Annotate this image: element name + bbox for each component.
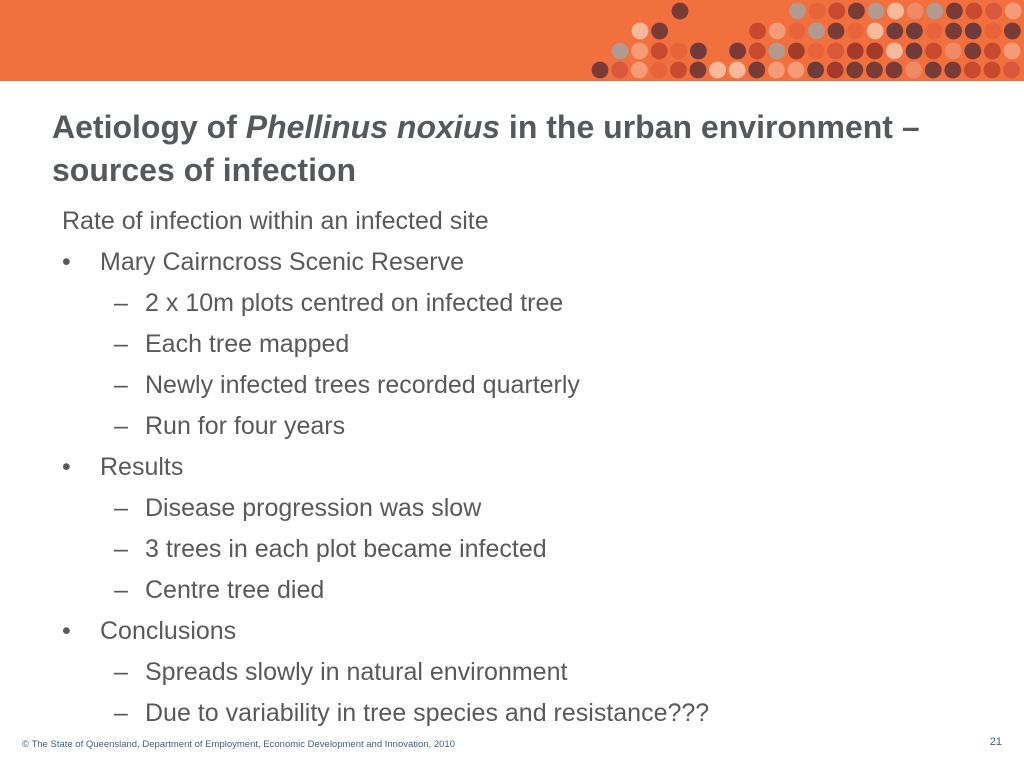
decorative-dot bbox=[729, 43, 746, 60]
decorative-dot bbox=[827, 43, 844, 60]
decorative-dot bbox=[592, 62, 609, 79]
decorative-dot bbox=[670, 43, 687, 60]
decorative-dot bbox=[926, 23, 943, 40]
decorative-dot bbox=[867, 23, 884, 40]
decorative-dot bbox=[866, 62, 883, 79]
bullet-item bbox=[62, 447, 962, 488]
decorative-dot bbox=[846, 62, 863, 79]
decorative-dot bbox=[749, 23, 766, 40]
decorative-dot bbox=[651, 23, 668, 40]
bullet-icon: • bbox=[62, 453, 71, 481]
dash-icon: – bbox=[114, 330, 128, 358]
decorative-dot bbox=[964, 62, 981, 79]
decorative-dot bbox=[789, 3, 806, 20]
decorative-dot bbox=[906, 43, 923, 60]
decorative-dot bbox=[966, 3, 983, 20]
decorative-dot bbox=[866, 43, 883, 60]
bullet-text: Mary Cairncross Scenic Reserve bbox=[100, 248, 464, 276]
sub-item bbox=[62, 693, 962, 734]
decorative-dot bbox=[788, 43, 805, 60]
decorative-dot bbox=[631, 43, 648, 60]
sub-item-text: 3 trees in each plot became infected bbox=[145, 535, 547, 563]
decorative-dot bbox=[964, 43, 981, 60]
dot-pattern-decoration bbox=[0, 0, 1024, 81]
sub-item bbox=[62, 652, 962, 693]
decorative-dot bbox=[807, 62, 824, 79]
decorative-dot bbox=[709, 62, 726, 79]
sub-item-text: Run for four years bbox=[145, 412, 346, 440]
decorative-dot bbox=[965, 23, 982, 40]
sub-item bbox=[62, 406, 962, 447]
decorative-dot bbox=[809, 3, 826, 20]
decorative-dot bbox=[985, 3, 1002, 20]
decorative-dot bbox=[906, 23, 923, 40]
decorative-dot bbox=[946, 3, 963, 20]
decorative-dot bbox=[672, 3, 689, 20]
sub-item-text: Newly infected trees recorded quarterly bbox=[145, 371, 580, 399]
dash-icon: – bbox=[114, 371, 128, 399]
bullet-icon: • bbox=[62, 617, 71, 645]
decorative-dot bbox=[788, 23, 805, 40]
decorative-dot bbox=[945, 43, 962, 60]
intro-line bbox=[62, 201, 962, 242]
decorative-dot bbox=[827, 62, 844, 79]
decorative-dot bbox=[886, 23, 903, 40]
decorative-dot bbox=[984, 43, 1001, 60]
sub-item bbox=[62, 488, 962, 529]
footer-copyright: © The State of Queensland, Department of Employment, Economic Development and Innovation, 2010 bbox=[22, 739, 455, 750]
decorative-dot bbox=[1004, 43, 1021, 60]
decorative-dot bbox=[868, 3, 885, 20]
dash-icon: – bbox=[114, 412, 128, 440]
decorative-dot bbox=[808, 23, 825, 40]
decorative-dot bbox=[984, 62, 1001, 79]
decorative-dot bbox=[690, 62, 707, 79]
decorative-dot bbox=[808, 43, 825, 60]
sub-item-text: Centre tree died bbox=[145, 576, 325, 604]
sub-item bbox=[62, 570, 962, 611]
decorative-dot bbox=[651, 43, 668, 60]
title-species: Phellinus noxius bbox=[245, 109, 501, 145]
dash-icon: – bbox=[114, 576, 128, 604]
dash-icon: – bbox=[114, 289, 128, 317]
sub-item-text: Due to variability in tree species and resistance??? bbox=[145, 699, 710, 727]
decorative-dot bbox=[925, 62, 942, 79]
decorative-dot bbox=[887, 3, 904, 20]
sub-item-text: Disease progression was slow bbox=[145, 494, 482, 522]
decorative-dot bbox=[847, 23, 864, 40]
decorative-dot bbox=[925, 43, 942, 60]
decorative-dot bbox=[847, 43, 864, 60]
decorative-dot bbox=[612, 43, 629, 60]
decorative-dot bbox=[690, 43, 707, 60]
decorative-dot bbox=[729, 62, 746, 79]
decorative-dot bbox=[632, 23, 649, 40]
decorative-dot bbox=[788, 62, 805, 79]
intro-text: Rate of infection within an infected site bbox=[62, 207, 489, 235]
decorative-dot bbox=[769, 23, 786, 40]
decorative-dot bbox=[1003, 62, 1020, 79]
decorative-dot bbox=[1004, 23, 1021, 40]
sub-item-text: 2 x 10m plots centred on infected tree bbox=[145, 289, 564, 317]
sub-item-text: Spreads slowly in natural environment bbox=[145, 658, 568, 686]
header-banner bbox=[0, 0, 1024, 81]
title-part1: Aetiology of bbox=[52, 109, 246, 145]
decorative-dot bbox=[828, 3, 845, 20]
decorative-dot bbox=[828, 23, 845, 40]
dash-icon: – bbox=[114, 535, 128, 563]
decorative-dot bbox=[768, 62, 785, 79]
sub-item-text: Each tree mapped bbox=[145, 330, 350, 358]
bullet-text: Conclusions bbox=[100, 617, 237, 645]
decorative-dot bbox=[907, 3, 924, 20]
decorative-dot bbox=[848, 3, 865, 20]
bullet-item bbox=[62, 611, 962, 652]
decorative-dot bbox=[905, 62, 922, 79]
decorative-dot bbox=[748, 62, 765, 79]
title-part2: in the urban environment – sources of infection bbox=[52, 109, 920, 188]
bullet-icon: • bbox=[62, 248, 71, 276]
decorative-dot bbox=[886, 62, 903, 79]
decorative-dot bbox=[1005, 3, 1022, 20]
decorative-dot bbox=[945, 23, 962, 40]
bullet-text: Results bbox=[100, 453, 184, 481]
decorative-dot bbox=[749, 43, 766, 60]
page-number: 21 bbox=[989, 736, 1002, 748]
dash-icon: – bbox=[114, 699, 128, 727]
decorative-dot bbox=[611, 62, 628, 79]
bullet-item bbox=[62, 242, 962, 283]
sub-item bbox=[62, 365, 962, 406]
decorative-dot bbox=[926, 3, 943, 20]
decorative-dot bbox=[670, 62, 687, 79]
decorative-dot bbox=[944, 62, 961, 79]
slide-title bbox=[52, 106, 952, 192]
slide-body bbox=[62, 201, 962, 734]
decorative-dot bbox=[650, 62, 667, 79]
sub-item bbox=[62, 283, 962, 324]
dash-icon: – bbox=[114, 658, 128, 686]
sub-item bbox=[62, 324, 962, 365]
decorative-dot bbox=[768, 43, 785, 60]
decorative-dot bbox=[886, 43, 903, 60]
dash-icon: – bbox=[114, 494, 128, 522]
decorative-dot bbox=[631, 62, 648, 79]
decorative-dot bbox=[984, 23, 1001, 40]
sub-item bbox=[62, 529, 962, 570]
